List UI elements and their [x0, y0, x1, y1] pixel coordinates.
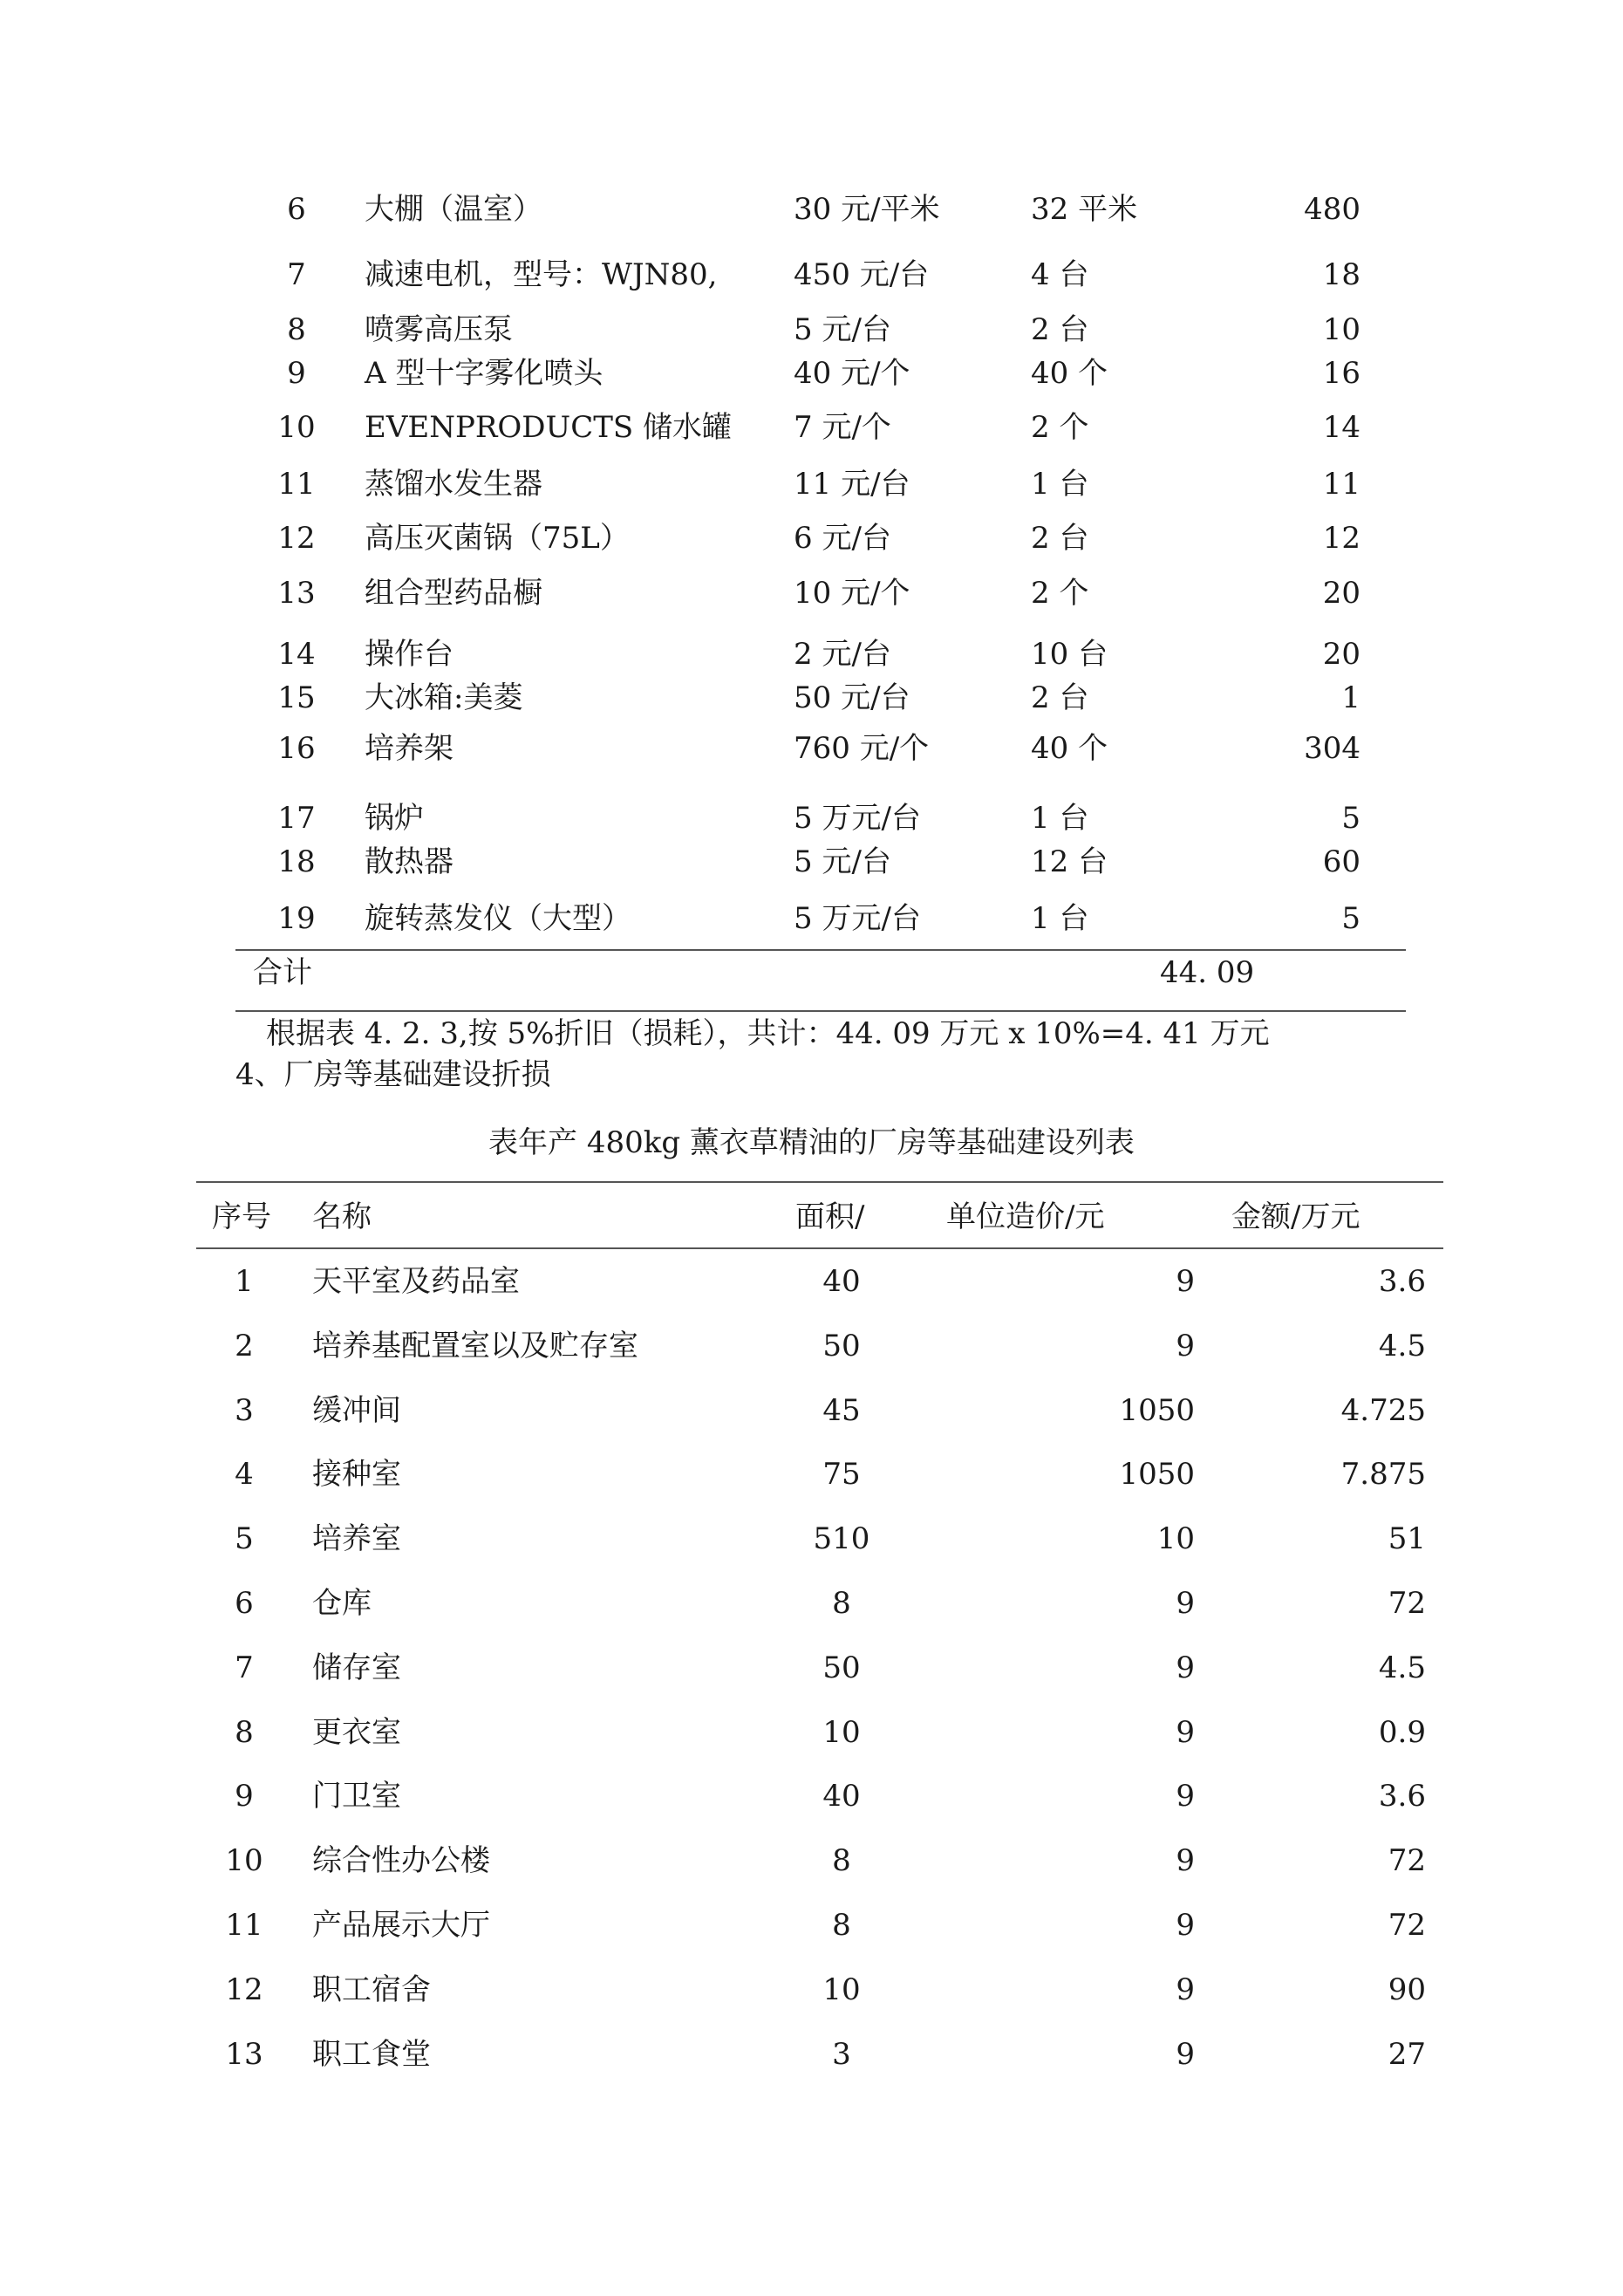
cell-area: 50 [822, 1650, 861, 1685]
equipment-amount: 14 [1322, 410, 1360, 445]
cell-no: 5 [235, 1521, 254, 1557]
equipment-quantity: 2 个 [1031, 576, 1089, 611]
equipment-row [0, 840, 1623, 884]
cell-name: 储存室 [312, 1650, 401, 1685]
equipment-name: 组合型药品橱 [365, 576, 542, 611]
table-row [0, 1968, 1623, 2012]
table-row [0, 2033, 1623, 2076]
cell-unit-price: 9 [1176, 1586, 1195, 1621]
cell-unit-price: 1050 [1119, 1457, 1195, 1493]
cell-no: 2 [235, 1328, 254, 1363]
equipment-name: 大棚（温室） [365, 192, 542, 227]
equipment-unit-price: 2 元/台 [794, 637, 891, 672]
cell-unit-price: 9 [1176, 1971, 1195, 2007]
equipment-amount: 480 [1304, 192, 1360, 227]
equipment-name: 旋转蒸发仪（大型） [365, 901, 631, 936]
cell-unit-price: 9 [1176, 2036, 1195, 2072]
equipment-name: 操作台 [365, 637, 453, 672]
cell-amount: 27 [1388, 2036, 1426, 2072]
equipment-unit-price: 450 元/台 [794, 257, 930, 292]
cell-amount: 4.725 [1340, 1392, 1426, 1428]
equipment-unit-price: 40 元/个 [794, 356, 910, 391]
equipment-unit-price: 5 万元/台 [794, 801, 921, 836]
table-row [0, 1903, 1623, 1947]
cell-name: 职工宿舍 [312, 1971, 431, 2007]
equipment-quantity: 1 台 [1031, 901, 1089, 936]
equipment-unit-price: 5 万元/台 [794, 901, 921, 936]
cell-no: 10 [225, 1843, 263, 1879]
equipment-unit-price: 50 元/台 [794, 680, 910, 715]
table-row [0, 1260, 1623, 1303]
cell-name: 综合性办公楼 [312, 1843, 490, 1879]
equipment-quantity: 1 台 [1031, 801, 1089, 836]
equipment-row [0, 253, 1623, 297]
header-area: 面积/ [795, 1199, 865, 1234]
equipment-unit-price: 760 元/个 [794, 731, 930, 766]
equipment-amount: 11 [1322, 467, 1360, 502]
cell-unit-price: 9 [1176, 1843, 1195, 1879]
equipment-row [0, 676, 1623, 720]
cell-unit-price: 9 [1176, 1264, 1195, 1299]
cell-unit-price: 10 [1156, 1521, 1195, 1557]
equipment-row [0, 462, 1623, 506]
equipment-no: 7 [287, 257, 306, 292]
cell-name: 缓冲间 [312, 1392, 401, 1428]
cell-name: 培养室 [312, 1521, 401, 1557]
cell-unit-price: 9 [1176, 1328, 1195, 1363]
equipment-unit-price: 7 元/个 [794, 410, 891, 445]
equipment-amount: 20 [1322, 576, 1360, 611]
header-no: 序号 [212, 1199, 271, 1234]
table-row [0, 1582, 1623, 1625]
cell-amount: 72 [1388, 1586, 1426, 1621]
equipment-name: 锅炉 [365, 801, 424, 836]
cell-unit-price: 9 [1176, 1714, 1195, 1750]
equipment-name: 喷雾高压泵 [365, 312, 513, 347]
equipment-amount: 20 [1322, 637, 1360, 672]
table-row [0, 1774, 1623, 1818]
equipment-name: A 型十字雾化喷头 [365, 356, 604, 391]
equipment-no: 19 [277, 901, 316, 936]
header-unit-price: 单位造价/元 [946, 1199, 1105, 1234]
equipment-quantity: 40 个 [1031, 731, 1108, 766]
cell-name: 培养基配置室以及贮存室 [312, 1328, 638, 1363]
equipment-quantity: 2 台 [1031, 312, 1089, 347]
equipment-quantity: 1 台 [1031, 467, 1089, 502]
equipment-no: 16 [277, 731, 316, 766]
cell-no: 11 [225, 1908, 263, 1943]
cell-no: 12 [225, 1971, 263, 2007]
table-row [0, 1711, 1623, 1754]
equipment-unit-price: 5 元/台 [794, 312, 891, 347]
cell-no: 1 [235, 1264, 254, 1299]
cell-area: 10 [822, 1714, 861, 1750]
cell-no: 6 [235, 1586, 254, 1621]
cell-unit-price: 9 [1176, 1650, 1195, 1685]
table-row [0, 1389, 1623, 1432]
table-row [0, 1452, 1623, 1496]
equipment-row [0, 352, 1623, 395]
building-table-header-rule [196, 1247, 1443, 1249]
equipment-row [0, 516, 1623, 560]
equipment-no: 6 [287, 192, 306, 227]
equipment-name: 培养架 [365, 731, 453, 766]
equipment-unit-price: 10 元/个 [794, 576, 910, 611]
section-heading: 4、厂房等基础建设折损 [235, 1057, 551, 1092]
header-amount: 金额/万元 [1231, 1199, 1360, 1234]
cell-area: 40 [822, 1264, 861, 1299]
equipment-row [0, 571, 1623, 615]
cell-name: 更衣室 [312, 1714, 401, 1750]
equipment-quantity: 32 平米 [1031, 192, 1138, 227]
equipment-quantity: 2 个 [1031, 410, 1089, 445]
equipment-row [0, 406, 1623, 449]
cell-name: 门卫室 [312, 1779, 401, 1814]
cell-amount: 90 [1388, 1971, 1426, 2007]
cell-area: 8 [832, 1908, 851, 1943]
equipment-no: 9 [287, 356, 306, 391]
cell-no: 4 [235, 1457, 254, 1493]
equipment-amount: 304 [1304, 731, 1360, 766]
cell-amount: 4.5 [1378, 1328, 1426, 1363]
cell-area: 10 [822, 1971, 861, 2007]
equipment-name: 蒸馏水发生器 [365, 467, 542, 502]
equipment-amount: 18 [1322, 257, 1360, 292]
cell-area: 40 [822, 1779, 861, 1814]
equipment-unit-price: 11 元/台 [794, 467, 910, 502]
equipment-quantity: 4 台 [1031, 257, 1089, 292]
header-name: 名称 [312, 1199, 372, 1234]
cell-area: 8 [832, 1586, 851, 1621]
equipment-no: 17 [277, 801, 316, 836]
cell-no: 9 [235, 1779, 254, 1814]
equipment-amount: 12 [1322, 521, 1360, 556]
table-row [0, 1646, 1623, 1690]
equipment-quantity: 40 个 [1031, 356, 1108, 391]
cell-name: 接种室 [312, 1457, 401, 1493]
cell-amount: 4.5 [1378, 1650, 1426, 1685]
cell-unit-price: 9 [1176, 1779, 1195, 1814]
total-label: 合计 [253, 955, 312, 990]
cell-amount: 51 [1388, 1521, 1426, 1557]
cell-amount: 3.6 [1378, 1779, 1426, 1814]
cell-name: 产品展示大厅 [312, 1908, 490, 1943]
cell-amount: 3.6 [1378, 1264, 1426, 1299]
depreciation-note: 根据表 4. 2. 3,按 5%折旧（损耗），共计：44. 09 万元 x 10%=4. 41 万元 [266, 1016, 1270, 1051]
cell-area: 45 [822, 1392, 861, 1428]
cell-no: 3 [235, 1392, 254, 1428]
equipment-no: 13 [277, 576, 316, 611]
equipment-quantity: 10 台 [1031, 637, 1108, 672]
cell-unit-price: 1050 [1119, 1392, 1195, 1428]
cell-name: 职工食堂 [312, 2036, 431, 2072]
equipment-amount: 1 [1341, 680, 1360, 715]
cell-amount: 0.9 [1378, 1714, 1426, 1750]
equipment-no: 11 [277, 467, 316, 502]
table-row [0, 1839, 1623, 1883]
building-table-top-rule [196, 1181, 1443, 1183]
equipment-amount: 60 [1322, 844, 1360, 879]
table-caption: 表年产 480kg 薰衣草精油的厂房等基础建设列表 [488, 1125, 1135, 1160]
cell-amount: 7.875 [1340, 1457, 1426, 1493]
equipment-name: 大冰箱:美菱 [365, 680, 523, 715]
equipment-row [0, 727, 1623, 770]
equipment-no: 8 [287, 312, 306, 347]
equipment-name: 散热器 [365, 844, 453, 879]
equipment-row [0, 632, 1623, 676]
equipment-name: EVENPRODUCTS 储水罐 [365, 410, 732, 445]
equipment-amount: 16 [1322, 356, 1360, 391]
equipment-no: 15 [277, 680, 316, 715]
cell-area: 3 [832, 2036, 851, 2072]
cell-amount: 72 [1388, 1843, 1426, 1879]
equipment-row [0, 897, 1623, 940]
equipment-name: 高压灭菌锅（75L） [365, 521, 630, 556]
equipment-amount: 5 [1341, 801, 1360, 836]
cell-amount: 72 [1388, 1908, 1426, 1943]
equipment-no: 12 [277, 521, 316, 556]
building-table-header [0, 1195, 1623, 1239]
equipment-quantity: 2 台 [1031, 521, 1089, 556]
table-row [0, 1324, 1623, 1368]
equipment-row [0, 796, 1623, 840]
cell-area: 50 [822, 1328, 861, 1363]
equipment-unit-price: 6 元/台 [794, 521, 891, 556]
equipment-unit-price: 5 元/台 [794, 844, 891, 879]
total-value: 44. 09 [1160, 955, 1255, 990]
cell-area: 75 [822, 1457, 861, 1493]
cell-area: 8 [832, 1843, 851, 1879]
table-row [0, 1517, 1623, 1561]
cell-no: 7 [235, 1650, 254, 1685]
equipment-row [0, 188, 1623, 231]
equipment-unit-price: 30 元/平米 [794, 192, 940, 227]
cell-name: 仓库 [312, 1586, 372, 1621]
equipment-row [0, 308, 1623, 352]
cell-unit-price: 9 [1176, 1908, 1195, 1943]
cell-no: 8 [235, 1714, 254, 1750]
cell-no: 13 [225, 2036, 263, 2072]
equipment-quantity: 2 台 [1031, 680, 1089, 715]
equipment-no: 10 [277, 410, 316, 445]
cell-area: 510 [813, 1521, 870, 1557]
equipment-quantity: 12 台 [1031, 844, 1108, 879]
equipment-amount: 5 [1341, 901, 1360, 936]
equipment-no: 18 [277, 844, 316, 879]
equipment-no: 14 [277, 637, 316, 672]
equipment-name: 减速电机，型号：WJN80, [365, 257, 718, 292]
equipment-amount: 10 [1322, 312, 1360, 347]
cell-name: 天平室及药品室 [312, 1264, 520, 1299]
